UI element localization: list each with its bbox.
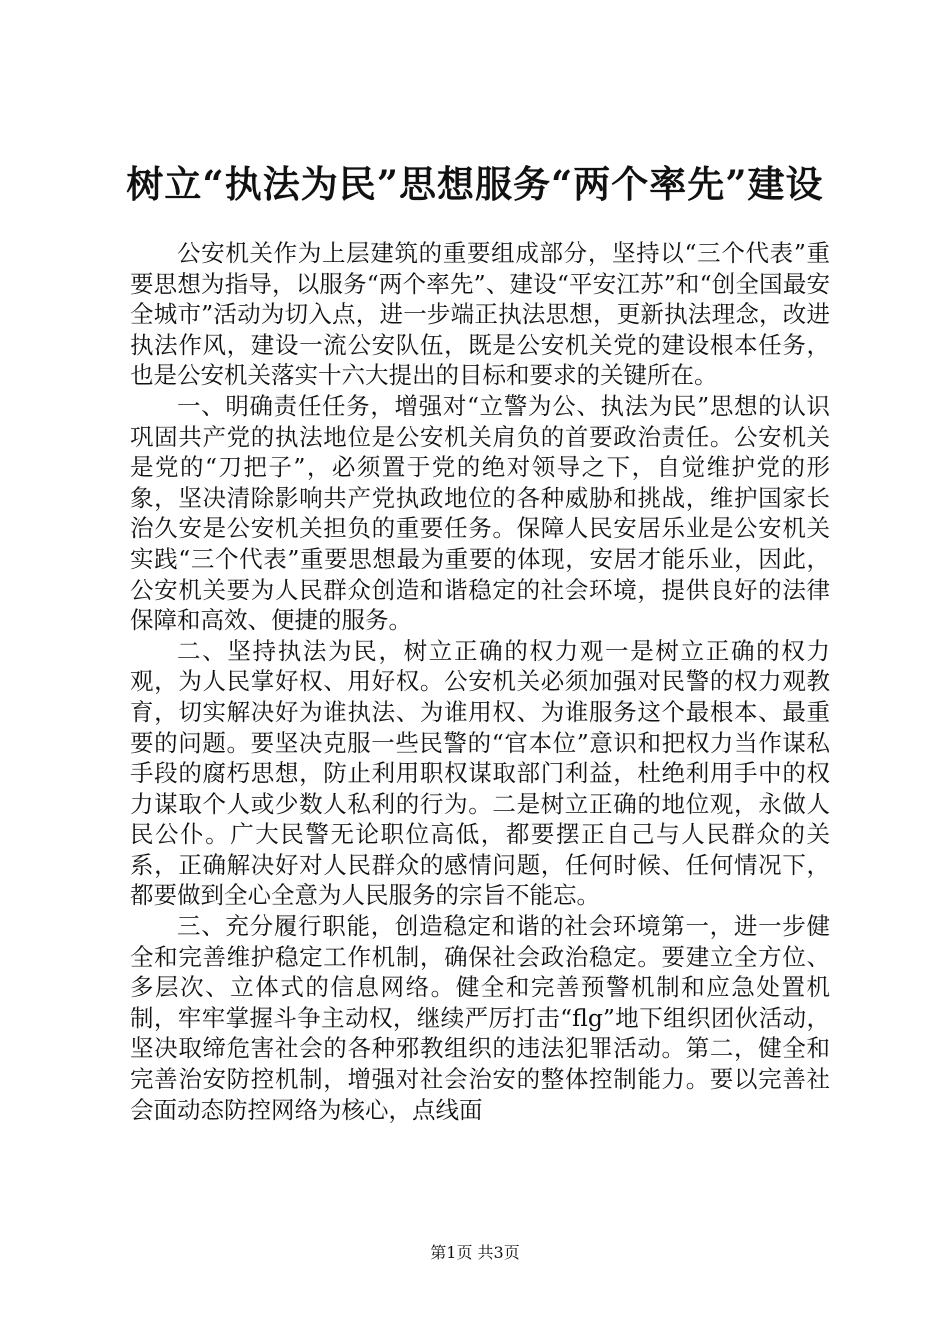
page-footer: 第1页 共3页 <box>430 1243 520 1262</box>
paragraph-section-2: 二、坚持执法为民，树立正确的权力观一是树立正确的权力观，为人民掌好权、用好权。公安机关必须加强对民警的权力观教育，切实解决好为谁执法、为谁用权、为谁服务这个最根本、最重要的问题。要坚决克服一些民警的“官本位”意识和把权力当作谋私手段的腐朽思想，防止利用职权谋取部门利益，杜绝利用手中的权力谋取个人或少数人私利的行为。二是树立正确的地位观，永做人民公仆。广大民警无论职位高低，都要摆正自己与人民群众的关系，正确解决好对人民群众的感情问题，任何时候、任何情况下，都要做到全心全意为人民服务的宗旨不能忘。 <box>130 636 830 910</box>
document-title: 树立“执法为民”思想服务“两个率先”建设 <box>126 162 824 206</box>
paragraph-section-3: 三、充分履行职能，创造稳定和谐的社会环境第一，进一步健全和完善维护稳定工作机制，确保社会政治稳定。要建立全方位、多层次、立体式的信息网络。健全和完善预警机制和应急处置机制，牢牢掌握斗争主动权，继续严厉打击“flg”地下组织团伙活动，坚决取缔危害社会的各种邪教组织的违法犯罪活动。第二，健全和完善治安防控机制，增强对社会治安的整体控制能力。要以完善社会面动态防控网络为核心，点线面 <box>130 912 830 1124</box>
paragraph-intro: 公安机关作为上层建筑的重要组成部分，坚持以“三个代表”重要思想为指导，以服务“两个率先”、建设“平安江苏”和“创全国最安全城市”活动为切入点，进一步端正执法思想，更新执法理念，改进执法作风，建设一流公安队伍，既是公安机关党的建设根本任务，也是公安机关落实十六大提出的目标和要求的关键所在。 <box>130 239 830 390</box>
document-body <box>130 238 830 1125</box>
paragraph-section-1: 一、明确责任任务，增强对“立警为公、执法为民”思想的认识巩固共产党的执法地位是公安机关肩负的首要政治责任。公安机关是党的“刀把子”，必须置于党的绝对领导之下，自觉维护党的形象，坚决清除影响共产党执政地位的各种威胁和挑战，维护国家长治久安是公安机关担负的重要任务。保障人民安居乐业是公安机关实践“三个代表”重要思想最为重要的体现，安居才能乐业，因此，公安机关要为人民群众创造和谐稳定的社会环境，提供良好的法律保障和高效、便捷的服务。 <box>130 391 830 635</box>
